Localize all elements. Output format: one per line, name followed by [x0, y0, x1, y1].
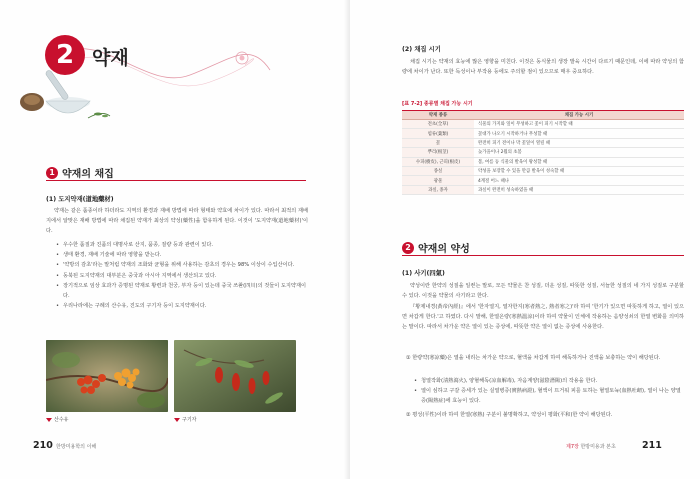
subsection-title: (1) 사기(四氣)	[402, 270, 445, 277]
section-divider	[402, 255, 684, 256]
running-footer: 한방미용학의 이해	[56, 444, 97, 450]
table-row	[402, 129, 684, 138]
photo-caption	[46, 416, 69, 423]
table-row	[402, 120, 684, 129]
subsection-title: (1) 도지약재(道地藥材)	[46, 196, 114, 203]
body-paragraph: 약성이란 한약의 성질을 일컫는 말로, 모든 약물은 찬 성질, 더운 성질, 따뜻한 성질, 서늘한 성질의 네 가지 성질로 구분할 수 있다. 이것을 약물의 사기라고 한다.	[402, 283, 684, 300]
section-heading	[402, 240, 470, 255]
chapter-number-badge: 2	[45, 35, 85, 75]
list-item: • 열이 심하고 구갈 증세가 있는 실열병증(實熱病證), 혈액이 뜨거워 피를 토하는 혈열토뉵(血熱吐衄), 열이 나는 양열증(陽熱症)에 효능이 있다.	[414, 386, 684, 406]
running-footer	[566, 443, 616, 450]
list-item: • 우리나라에는 구례의 산수유, 진도의 구기자 등이 도지약재이다.	[56, 301, 308, 311]
page-number: 210	[33, 440, 53, 451]
table-cell: 꽃	[402, 138, 474, 147]
section-divider	[46, 180, 306, 181]
body-paragraph: 『황제내경(黃帝內經)』에서 '한자열지, 열자한지(寒者熱之, 熱者寒之)'라 하여 '한기가 있으면 따뜻하게 하고, 열이 있으면 차갑게 한다.'고 하였다. 다시 말해, 한열온량(寒熱溫涼)이라 하여 약물이 인체에 작용하는 음양성쇠의 한열 변화를 의미하는 말이다. 따라서 차가운 약은 열이 있는 증상에, 따뜻한 약은 열이 없는 증상에 사용한다.	[402, 304, 684, 331]
table-cell: 종실	[402, 166, 474, 175]
body-paragraph: 채집 시기는 약재의 효능에 많은 영향을 미친다. 이것은 동식물의 생장 발육 시간이 다르기 때문인데, 이에 따라 약성의 함량에 차이가 난다. 또한 독성이나 부작용 등에도 주의할 점이 있으므로 매우 중요하다.	[402, 59, 684, 76]
chapter-footer-title: 한방미용과 본초	[580, 444, 616, 450]
section-number-badge: 1	[46, 167, 58, 179]
table-cell: 봄, 여름 등 식물의 발육이 왕성할 때	[474, 157, 684, 166]
caption-text: 구기자	[182, 417, 197, 423]
table-cell: 꽃대가 나오기 시작하거나 무성할 때	[474, 129, 684, 138]
table-cell: 수피(樹皮), 근피(根皮)	[402, 157, 474, 166]
section-title: 약재의 채집	[62, 169, 114, 180]
table-cell: 전초(全草)	[402, 120, 474, 129]
table-cell: 과실, 종자	[402, 185, 474, 194]
page-number: 211	[642, 440, 662, 451]
table-row	[402, 148, 684, 157]
table-cell: 약성을 보장할 수 있을 만큼 발육이 성숙할 때	[474, 166, 684, 175]
table-row	[402, 157, 684, 166]
table-header: 약재 종류	[402, 111, 474, 120]
list-item: • 청열작화(淸熱瀉火), 양혈해독(凉血解毒), 자음계양(滋陰潛陽)의 작용을 한다.	[414, 376, 684, 386]
bullet-list	[414, 376, 684, 407]
section-number-badge: 2	[402, 242, 414, 254]
numbered-item: ① 한량약(寒凉藥)은 열을 내리는 차가운 약으로, 혈액을 차갑게 하여 해독하거나 진액을 보충하는 약이 해당된다.	[406, 355, 661, 361]
table-row	[402, 166, 684, 175]
table-cell: 뿌리(根莖)	[402, 148, 474, 157]
table-cell: 광물	[402, 176, 474, 185]
section-title: 약재의 약성	[418, 244, 470, 255]
list-item: • 동북된 도지약재의 대부분은 중국과 아시아 지역에서 생산되고 있다.	[56, 271, 308, 281]
table-row	[402, 138, 684, 147]
caption-marker-icon	[46, 418, 52, 422]
list-item: • 생태 환경, 재배 기술에 따라 영향을 받는다.	[56, 250, 308, 260]
photo-caption	[174, 416, 197, 423]
table-cell: 과실이 완전히 성숙하였을 때	[474, 185, 684, 194]
caption-text: 산수유	[54, 417, 69, 423]
caption-marker-icon	[174, 418, 180, 422]
list-item: • 우수한 품질과 진품의 대명사로 산지, 품종, 질량 등과 관련이 있다.	[56, 240, 308, 250]
harvest-time-table	[402, 110, 684, 195]
table-header: 채집 가능 시기	[474, 111, 684, 120]
table-cell: 4계절 어느 때나	[474, 176, 684, 185]
table-cell: 엽류(葉類)	[402, 129, 474, 138]
table-row	[402, 176, 684, 185]
body-paragraph: 약재는 같은 품종이라 하더라도 지역의 환경과 재배 방법에 따라 형태와 약효에 차이가 있다. 따라서 최적의 재배지에서 알맞은 재배 방법에 따라 채집된 약재가 최상의 약성(藥性)을 함유하게 된다. 이것이 '도지약재(道地藥材)'이다.	[46, 208, 308, 235]
table-cell: 늦가을이나 2월의 초봄	[474, 148, 684, 157]
subsection-title: (2) 채집 시기	[402, 46, 441, 53]
table-caption: [표 7-2] 종류별 채집 가능 시기	[402, 101, 473, 107]
table-row	[402, 185, 684, 194]
numbered-item: ② 평성(平性)이라 하여 한열(寒熱) 구분이 불명확하고, 약성이 평화(平和)한 약이 해당된다.	[406, 412, 613, 418]
chapter-title: 약재	[92, 47, 129, 69]
list-item: • '약방의 감초'라는 말처럼 약재의 조화와 균형을 위해 사용하는 감초의 경우는 98% 이상이 수입산이다.	[56, 260, 308, 270]
cornus-photo	[46, 340, 168, 412]
chapter-tag: 제7장	[566, 444, 579, 450]
section-heading	[46, 165, 114, 180]
list-item: • 장기적으로 임상 효과가 증명된 약재로 황련과 천궁, 부자 등이 있는데 중국 쓰촨(四川)의 것들이 도지약재이다.	[56, 281, 308, 301]
table-cell: 식물의 가지와 잎이 무성하고 꽃이 피기 시작할 때	[474, 120, 684, 129]
bullet-list	[56, 240, 308, 311]
goji-photo	[174, 340, 296, 412]
table-cell: 완전히 피기 전이나 막 꽃잎이 열릴 때	[474, 138, 684, 147]
